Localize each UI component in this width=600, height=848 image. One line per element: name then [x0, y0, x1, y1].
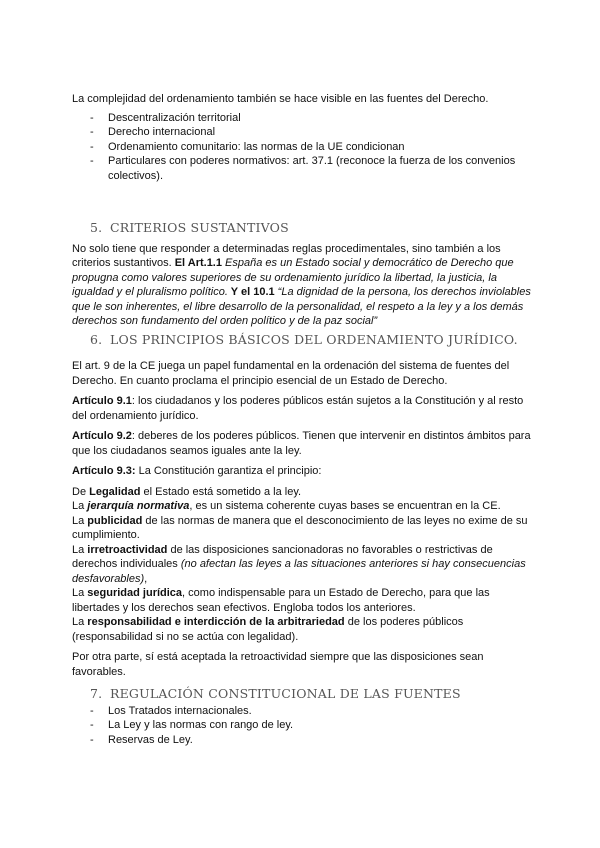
principle-term: jerarquía normativa: [87, 500, 190, 512]
closing-paragraph: Por otra parte, sí está aceptada la retroactividad siempre que las disposiciones sean favorables.: [72, 651, 484, 678]
section-5-paragraph: [72, 242, 532, 329]
list-item: - Los Tratados internacionales.: [72, 704, 532, 719]
article-9-3: [72, 464, 532, 479]
text-run: La: [72, 514, 88, 527]
section-6-intro: El art. 9 de la CE juega un papel fundamental en la ordenación del sistema de fuentes del Derecho. En cuanto proclama el principio esencial de un Estado de Derecho.: [72, 360, 510, 387]
text-run: : los ciudadanos y los poderes públicos están sujetos a la Constitución y al resto del ordenamiento jurídico.: [72, 395, 524, 422]
list-item: - La Ley y las normas con rango de ley.: [72, 718, 532, 733]
principle-term: seguridad jurídica: [87, 587, 183, 599]
principle-publicidad: [72, 514, 532, 543]
article-label: Artículo 9.3:: [72, 465, 136, 477]
principle-responsabilidad: [72, 615, 532, 644]
section-7-heading: [72, 687, 532, 702]
intro-paragraph: La complejidad del ordenamiento también se hace visible en las fuentes del Derecho.: [72, 93, 489, 105]
italic-note: (no afectan las leyes a las situaciones anteriores si hay consecuencias desfavorables): [72, 558, 526, 585]
text-run: ,: [144, 572, 148, 585]
list-item: - Derecho internacional: [72, 125, 532, 140]
list-item: - Ordenamiento comunitario: las normas de la UE condicionan: [72, 140, 532, 155]
section-title: CRITERIOS SUSTANTIVOS: [110, 220, 289, 235]
principle-irretroactividad: [72, 543, 532, 587]
intro-list: [72, 111, 532, 184]
principle-seguridad: [72, 586, 532, 615]
text-run: , como indispensable para un Estado de Derecho, para que las libertades y los derechos sean efectivos. Engloba todos los anteriores.: [72, 587, 490, 614]
text-run: De: [72, 485, 90, 498]
article-label: Artículo 9.1: [72, 395, 132, 407]
principle-jerarquia: [72, 499, 532, 514]
text-run: La Constitución garantiza el principio:: [135, 465, 322, 477]
text-run: el Estado está sometido a la ley.: [140, 485, 302, 498]
section-5-heading: [72, 221, 532, 236]
principle-term: Legalidad: [89, 485, 141, 498]
text-run: , es un sistema coherente cuyas bases se encuentran en la CE.: [189, 500, 501, 512]
principle-term: irretroactividad: [87, 543, 168, 556]
text-run: de las disposiciones sancionadoras no favorables o restrictivas de derechos individuales: [72, 543, 493, 570]
section-6-heading: [72, 333, 532, 348]
text-run: La: [72, 543, 88, 556]
section-title: REGULACIÓN CONSTITUCIONAL DE LAS FUENTES: [110, 686, 461, 701]
document-page: [72, 92, 532, 747]
article-9-2: [72, 429, 532, 458]
section-number: 6.: [90, 331, 103, 347]
section-number: 5.: [90, 220, 103, 235]
article-9-1: [72, 394, 532, 423]
article-quote: España es un Estado social y democrático de Derecho que propugna como valores superiores de su ordenamiento jurídico la libertad, la justicia, la igualdad y el pluralismo político.: [72, 257, 514, 298]
article-label: El Art.1.1: [174, 257, 222, 269]
list-item: - Particulares con poderes normativos: art. 37.1 (reconoce la fuerza de los convenios colectivos).: [72, 154, 532, 183]
principle-term: responsabilidad e interdicción de la arbitrariedad: [87, 616, 345, 628]
list-item: - Descentralización territorial: [72, 111, 532, 126]
section-number: 7.: [90, 686, 103, 701]
article-label: Y el 10.1: [227, 286, 275, 298]
principle-legalidad: [72, 485, 532, 500]
text-run: La: [72, 500, 88, 512]
text-run: : deberes de los poderes públicos. Tienen que intervenir en distintos ámbitos para que los ciudadanos seamos iguales ante la ley.: [72, 430, 531, 457]
text-run: de los poderes públicos (responsabilidad si no se actúa con legalidad).: [72, 616, 464, 643]
article-label: Artículo 9.2: [72, 430, 132, 442]
principle-term: publicidad: [87, 514, 143, 527]
text-run: de las normas de manera que el desconocimiento de las leyes no exime de su cumplimiento.: [72, 514, 528, 541]
text-run: No solo tiene que responder a determinadas reglas procedimentales, sino también a los criterios sustantivos.: [72, 242, 501, 269]
section-title: LOS PRINCIPIOS BÁSICOS DEL ORDENAMIENTO JURÍDICO.: [110, 331, 518, 347]
sources-list: [72, 704, 532, 748]
article-quote: “La dignidad de la persona, los derechos inviolables que le son inherentes, el libre desarrollo de la personalidad, el respeto a la ley y a los demás derechos son fundamento del orden político y de la paz social”: [72, 286, 531, 327]
text-run: La: [72, 587, 88, 599]
list-item: - Reservas de Ley.: [72, 733, 532, 748]
text-run: La: [72, 616, 88, 628]
